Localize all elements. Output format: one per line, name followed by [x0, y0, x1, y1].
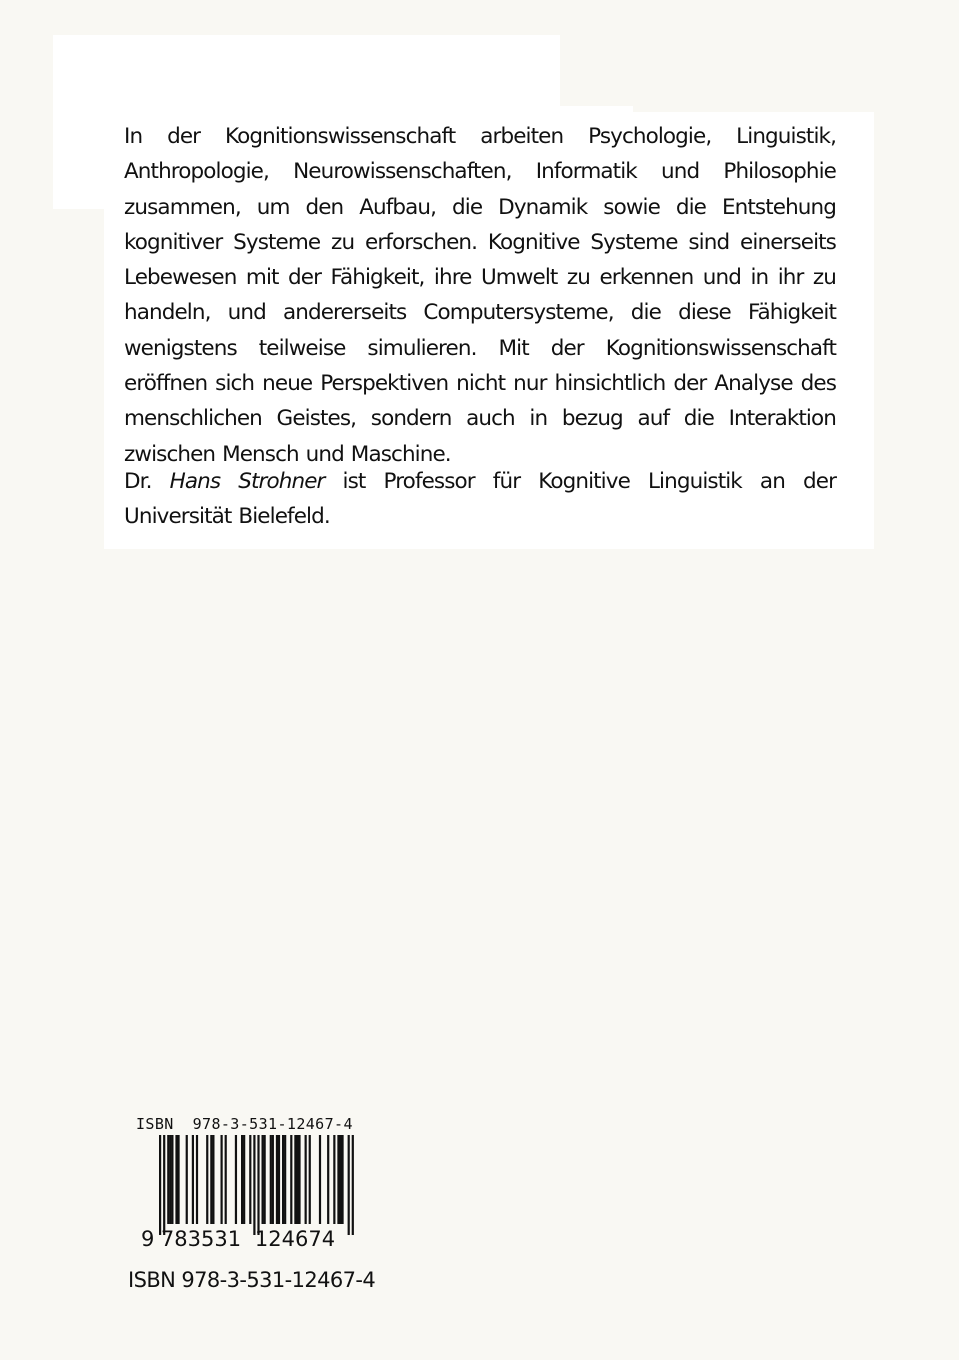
author-prefix: Dr.	[124, 469, 170, 494]
barcode-bar	[206, 1135, 208, 1224]
author-bio	[124, 464, 836, 535]
barcode-bar	[298, 1135, 300, 1224]
barcode-bar	[192, 1135, 194, 1224]
barcode-bar	[276, 1135, 278, 1224]
barcode-left-digits: 783531	[160, 1227, 242, 1251]
barcode-bar	[270, 1135, 272, 1224]
isbn-barcode	[140, 1135, 355, 1251]
barcode-bar	[186, 1135, 188, 1224]
barcode-bar	[309, 1135, 311, 1224]
barcode-bar	[284, 1135, 286, 1224]
barcode-bar	[278, 1135, 280, 1224]
barcode-bar	[210, 1135, 212, 1224]
barcode-bar	[253, 1135, 255, 1235]
barcode-bar	[262, 1135, 264, 1224]
barcode-first-digit: 9	[141, 1227, 155, 1251]
barcode-bar	[290, 1135, 292, 1224]
barcode-bar	[225, 1135, 227, 1224]
barcode-bar	[319, 1135, 321, 1224]
barcode-bar	[169, 1135, 171, 1224]
barcode-bar	[243, 1135, 245, 1224]
barcode-bar	[221, 1135, 223, 1224]
barcode-bar	[177, 1135, 179, 1224]
barcode-bar	[159, 1135, 161, 1235]
barcode-bar	[196, 1135, 198, 1224]
barcode-bar	[163, 1135, 165, 1235]
barcode-right-digits: 124674	[254, 1227, 336, 1251]
barcode-bar	[235, 1135, 237, 1224]
barcode-bar	[352, 1135, 354, 1235]
isbn-top-label: ISBN 978-3-531-12467-4	[136, 1115, 353, 1133]
isbn-bottom-label: ISBN 978-3-531-12467-4	[128, 1268, 376, 1292]
author-name: Hans Strohner	[169, 469, 325, 494]
barcode-bar	[339, 1135, 341, 1224]
barcode-bar	[348, 1135, 350, 1235]
barcode-bar	[272, 1135, 274, 1224]
barcode-bar	[257, 1135, 259, 1235]
barcode-bar	[337, 1135, 339, 1224]
barcode-bar	[241, 1135, 243, 1224]
barcode-bar	[171, 1135, 173, 1224]
barcode-bar	[305, 1135, 307, 1224]
barcode-bar	[296, 1135, 298, 1224]
barcode-bar	[249, 1135, 251, 1224]
description-paragraph: In der Kognitionswissenschaft arbeiten Psychologie, Linguistik, Anthropologie, Neurowissenschaften, Informatik und Philosophie zusammen, um den Aufbau, die Dynamik sowie die Entstehung kognitiver Systeme zu erforschen. Kognitive Systeme sind einerseits Lebewesen mit der Fähigkeit, ihre Umwelt zu erkennen und in ihr zu handeln, und andererseits Computersysteme, die diese Fähigkeit wenigstens teilweise simulieren. Mit der Kognitionswissenschaft eröffnen sich neue Perspektiven nicht nur hinsichtlich der Analyse des menschlichen Geistes, sondern auch in bezug auf die Interaktion zwischen Mensch und Maschine.	[124, 124, 836, 467]
barcode-bar	[212, 1135, 214, 1224]
author-description: ist Professor für Kognitive Linguistik an der Universität Bielefeld.	[124, 469, 837, 530]
barcode-bar	[341, 1135, 343, 1224]
barcode-bar	[294, 1135, 296, 1224]
barcode-bar	[333, 1135, 335, 1224]
barcode-bar	[264, 1135, 266, 1224]
barcode-bar	[327, 1135, 329, 1224]
barcode-bar	[175, 1135, 177, 1224]
barcode-bar	[282, 1135, 284, 1224]
barcode-bar	[167, 1135, 169, 1224]
barcode-bars	[159, 1135, 354, 1235]
